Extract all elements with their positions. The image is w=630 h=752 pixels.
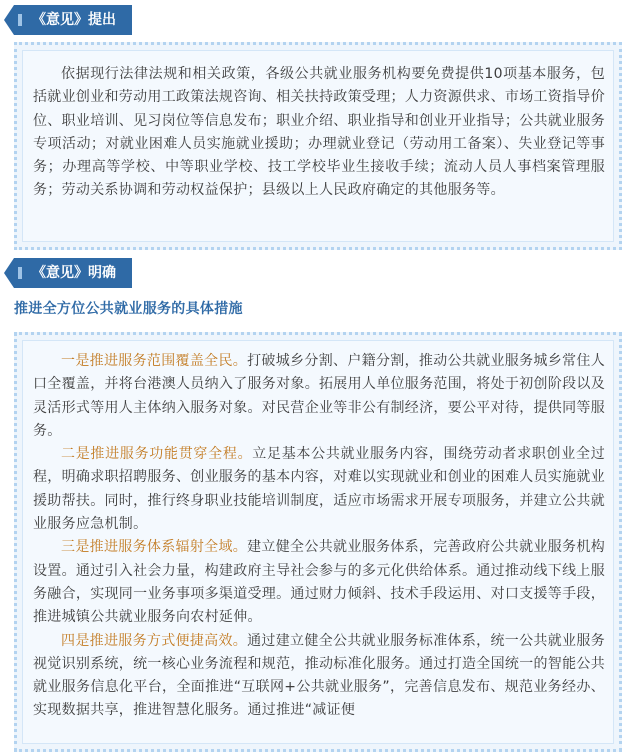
measure-lead-1: 一是推进服务范围覆盖全民。 [61,353,248,369]
measures-subheading: 推进全方位公共就业服务的具体措施 [14,301,243,317]
section-tag-proposed: 《意见》提出 [14,5,132,35]
measure-text-1: 打破城乡分割、户籍分割，推动公共就业服务城乡常住人口全覆盖，并将台港澳人员纳入了服务对象。拓展用人单位服务范围，将处于初创阶段以及灵活形式等用人主体纳入服务对象。对民营企业等非公有制经济，要公平对待，提供同等服务。 [33,353,605,439]
measure-lead-4: 四是推进服务方式便捷高效。 [61,632,248,649]
measure-text-4: 通过建立健全公共就业服务标准体系，统一公共就业服务视觉识别系统，统一核心业务流程和规范，推动标准化服务。通过打造全国统一的智能公共就业服务信息化平台，全面推进“互联网+公共就业服务”，完善信息发布、规范业务经办、实现数据共享，推进智慧化服务。通过推进“减证便 [33,632,605,719]
measure-text-3: 建立健全公共就业服务体系，完善政府公共就业服务机构设置。通过引入社会力量，构建政府主导社会参与的多元化供给体系。通过推动线下线上服务融合，实现同一业务事项多渠道受理。通过财力倾斜、技术手段运用、对口支援等手段，推进城镇公共就业服务向农村延伸。 [33,539,605,626]
proposal-paragraph: 依据现行法律法规和相关政策，各级公共就业服务机构要免费提供10项基本服务，包括就业创业和劳动用工政策法规咨询、相关扶持政策受理；人力资源供求、市场工资指导价位、职业培训、见习岗位等信息发布；职业介绍、职业指导和创业开业指导；公共就业服务专项活动；对就业困难人员实施就业援助；办理就业登记（劳动用工备案）、失业登记等事务；办理高等学校、中等职业学校、技工学校毕业生接收手续；流动人员人事档案管理服务；劳动关系协调和劳动权益保护；县级以上人民政府确定的其他服务等。 [33,66,605,199]
measure-item-2 [33,443,605,536]
section-tag-clarified: 《意见》明确 [14,258,132,288]
measure-item-1 [33,350,605,443]
measure-item-3 [33,536,605,629]
proposal-text [33,63,605,203]
measures-text [33,350,605,723]
measure-lead-3: 三是推进服务体系辐射全域。 [61,539,248,556]
measure-item-4 [33,630,605,723]
measure-text-2: 立足基本公共就业服务内容，围绕劳动者求职创业全过程，明确求职招聘服务、创业服务的基本内容，对难以实现就业和创业的困难人员实施就业援助帮扶。同时，推行终身职业技能培训制度，适应市场需求开展专项服务，并建立公共就业服务应急机制。 [33,446,605,533]
measure-lead-2: 二是推进服务功能贯穿全程。 [61,446,253,463]
